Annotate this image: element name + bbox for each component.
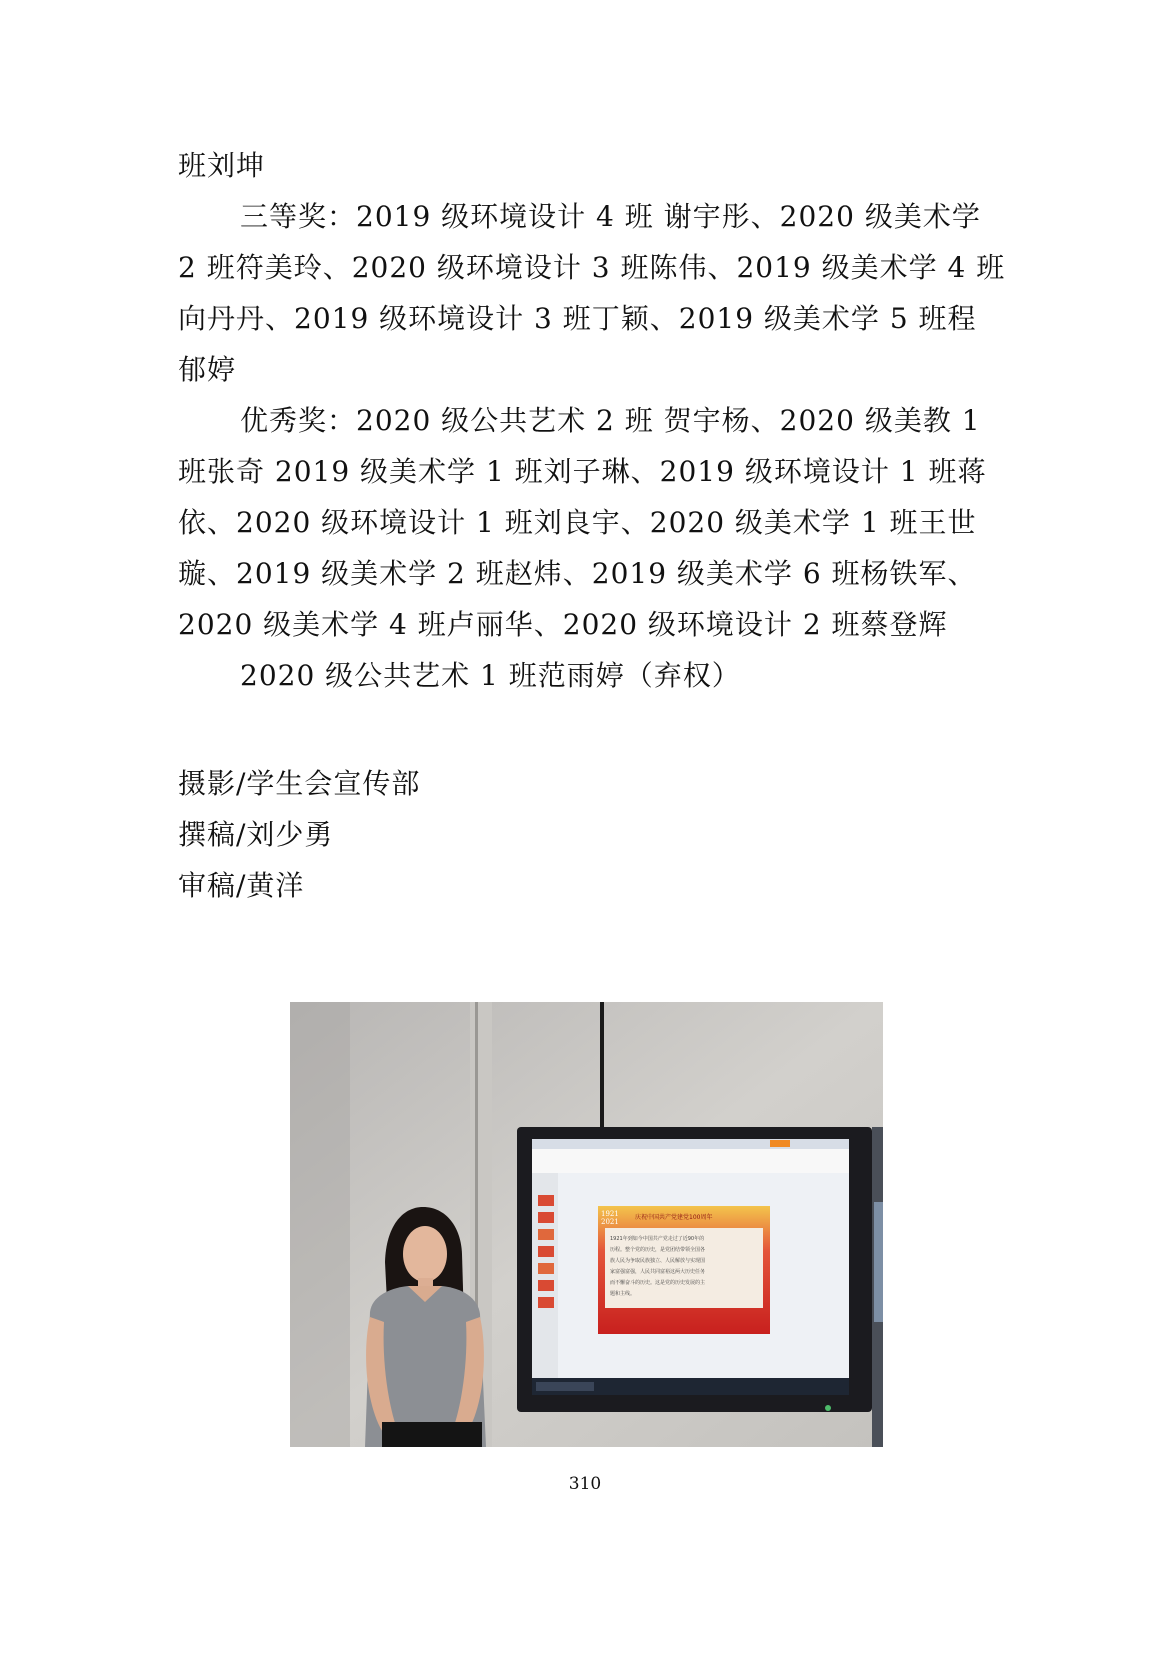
body-text bbox=[178, 140, 1006, 701]
writer-credit: 撰稿/刘少勇 bbox=[178, 818, 334, 851]
slide-text-line: 历程。整个党的历史，是党团结带领全国各 bbox=[610, 1247, 706, 1253]
text-line: 优秀奖：2020 级公共艺术 2 班 贺宇杨、2020 级美教 1 bbox=[240, 404, 981, 437]
slide-year-bottom: 2021 bbox=[601, 1218, 619, 1226]
text-line: 2020 级公共艺术 1 班范雨婷（弃权） bbox=[240, 659, 741, 692]
page-number: 310 bbox=[568, 1474, 602, 1494]
text-line: 璇、2019 级美术学 2 班赵炜、2019 级美术学 6 班杨铁军、 bbox=[178, 557, 977, 590]
event-photo bbox=[290, 1002, 883, 1447]
text-line: 班刘坤 bbox=[178, 149, 266, 182]
text-line: 三等奖：2019 级环境设计 4 班 谢宇彤、2020 级美术学 bbox=[240, 200, 981, 233]
slide-text-line: 家富强富强，人民共同富裕这两大历史任务 bbox=[610, 1269, 706, 1275]
slide-year-top: 1921 bbox=[601, 1210, 619, 1218]
text-line: 班张奇 2019 级美术学 1 班刘子琳、2019 级环境设计 1 班蒋 bbox=[178, 455, 987, 488]
text-line: 2020 级美术学 4 班卢丽华、2020 级环境设计 2 班蔡登辉 bbox=[178, 608, 948, 641]
text-line: 2 班符美玲、2020 级环境设计 3 班陈伟、2019 级美术学 4 班 bbox=[178, 251, 1006, 284]
slide-text-line: 族人民为争取民族独立、人民解放与实现国 bbox=[610, 1258, 706, 1264]
text-line: 依、2020 级环境设计 1 班刘良宇、2020 级美术学 1 班王世 bbox=[178, 506, 977, 539]
photographer-credit: 摄影/学生会宣传部 bbox=[178, 767, 421, 800]
slide-title: 庆祝中国共产党建党100周年 bbox=[635, 1214, 713, 1221]
text-line: 郁婷 bbox=[178, 353, 237, 386]
slide-text-line: 而不懈奋斗的历史。这是党的历史发展的主 bbox=[610, 1280, 706, 1286]
slide-text-line: 题和主线。 bbox=[610, 1291, 636, 1297]
display-screen bbox=[517, 1127, 872, 1412]
slide-text-line: 1921年到如今中国共产党走过了近90年的 bbox=[610, 1236, 705, 1242]
credits bbox=[178, 758, 420, 911]
reviewer-credit: 审稿/黄洋 bbox=[178, 869, 305, 902]
text-line: 向丹丹、2019 级环境设计 3 班丁颖、2019 级美术学 5 班程 bbox=[178, 302, 977, 335]
